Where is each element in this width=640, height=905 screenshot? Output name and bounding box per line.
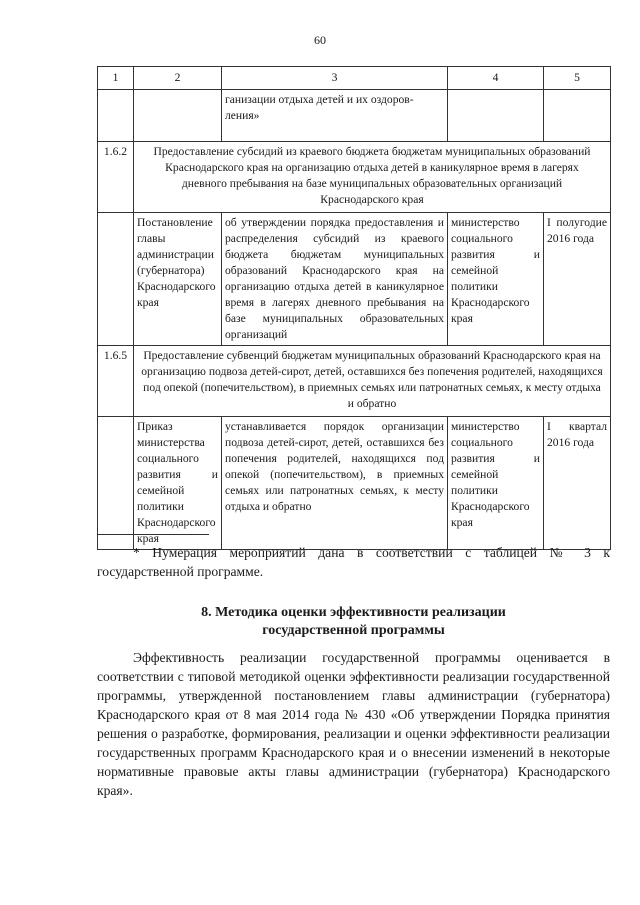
item-1-document: Постановление главы администрации (губернатора) Краснодарского края xyxy=(134,213,222,346)
header-cell-3: 3 xyxy=(222,67,448,90)
item-1-title: Предоставление субсидий из краевого бюджета бюджетам муниципальных образований Краснодарского края на организацию отдыха детей в каникулярное время в лагерях дневного пребывания на базе муниципальных образовательных организаций Краснодарского края xyxy=(134,142,611,213)
footnote: * Нумерация мероприятий дана в соответствии с таблицей № 3 к государственной программе. xyxy=(97,545,610,579)
item-2-number: 1.6.5 xyxy=(98,346,134,417)
item-2-title-row xyxy=(98,346,611,417)
item-1-responsible: министерство социального развития и семейной политики Краснодарского края xyxy=(448,213,544,346)
table-header-row xyxy=(98,67,611,90)
section-title-line-1: 8. Методика оценки эффективности реализации xyxy=(201,605,506,620)
continuation-text: ганизации отдыха детей и их оздоров- ления» xyxy=(222,90,448,142)
program-table xyxy=(97,66,611,550)
item-2-description: устанавливается порядок организации подвоза детей-сирот, детей, оставшихся без попечения родителей, находящихся под опекой (попечительством), в приемных семьях или патронатных семьях, к месту отдыха и обратно xyxy=(222,417,448,550)
item-1-title-row xyxy=(98,142,611,213)
page-number: 60 xyxy=(314,33,326,47)
header-cell-5: 5 xyxy=(544,67,611,90)
item-1-detail-row xyxy=(98,213,611,346)
item-1-deadline: I полугодие 2016 года xyxy=(544,213,611,346)
section-title xyxy=(97,604,610,640)
header-cell-2: 2 xyxy=(134,67,222,90)
item-2-deadline: I квартал 2016 года xyxy=(544,417,611,550)
item-1-number: 1.6.2 xyxy=(98,142,134,213)
item-1-description: об утверждении порядка предоставления и распределения субсидий из краевого бюджета бюджетам муниципальных образований Краснодарского края на организацию отдыха детей в каникулярное время в лагерях дневного пребывания на базе муниципальных образовательных организаций xyxy=(222,213,448,346)
continuation-row xyxy=(98,90,611,142)
item-2-title: Предоставление субвенций бюджетам муниципальных образований Краснодарского края на организацию подвоза детей-сирот, детей, оставшихся без попечения родителей, находящихся под опекой (попечительством), в приемных семьях или патронатных семьях, к месту отдыха и обратно xyxy=(134,346,611,417)
header-cell-4: 4 xyxy=(448,67,544,90)
footnote-divider xyxy=(97,534,209,535)
section-title-line-2: государственной программы xyxy=(262,623,445,638)
item-2-responsible: министерство социального развития и семейной политики Краснодарского края xyxy=(448,417,544,550)
item-2-document: Приказ министерства социального развития и семейной политики Краснодарского края xyxy=(134,417,222,550)
body-paragraph: Эффективность реализации государственной программы оценивается в соответствии с типовой методикой оценки эффективности реализации государственной программы, утвержденной постановлением главы администрации (губернатора) Краснодарского края от 8 мая 2014 года № 430 «Об утверждении Порядка принятия решения о разработке, формирования, реализации и оценки эффективности реализации государственных программ Краснодарского края и о внесении изменений в некоторые нормативные правовые акты главы администрации (губернатора) Краснодарского края». xyxy=(97,650,610,798)
header-cell-1: 1 xyxy=(98,67,134,90)
item-2-detail-row xyxy=(98,417,611,550)
